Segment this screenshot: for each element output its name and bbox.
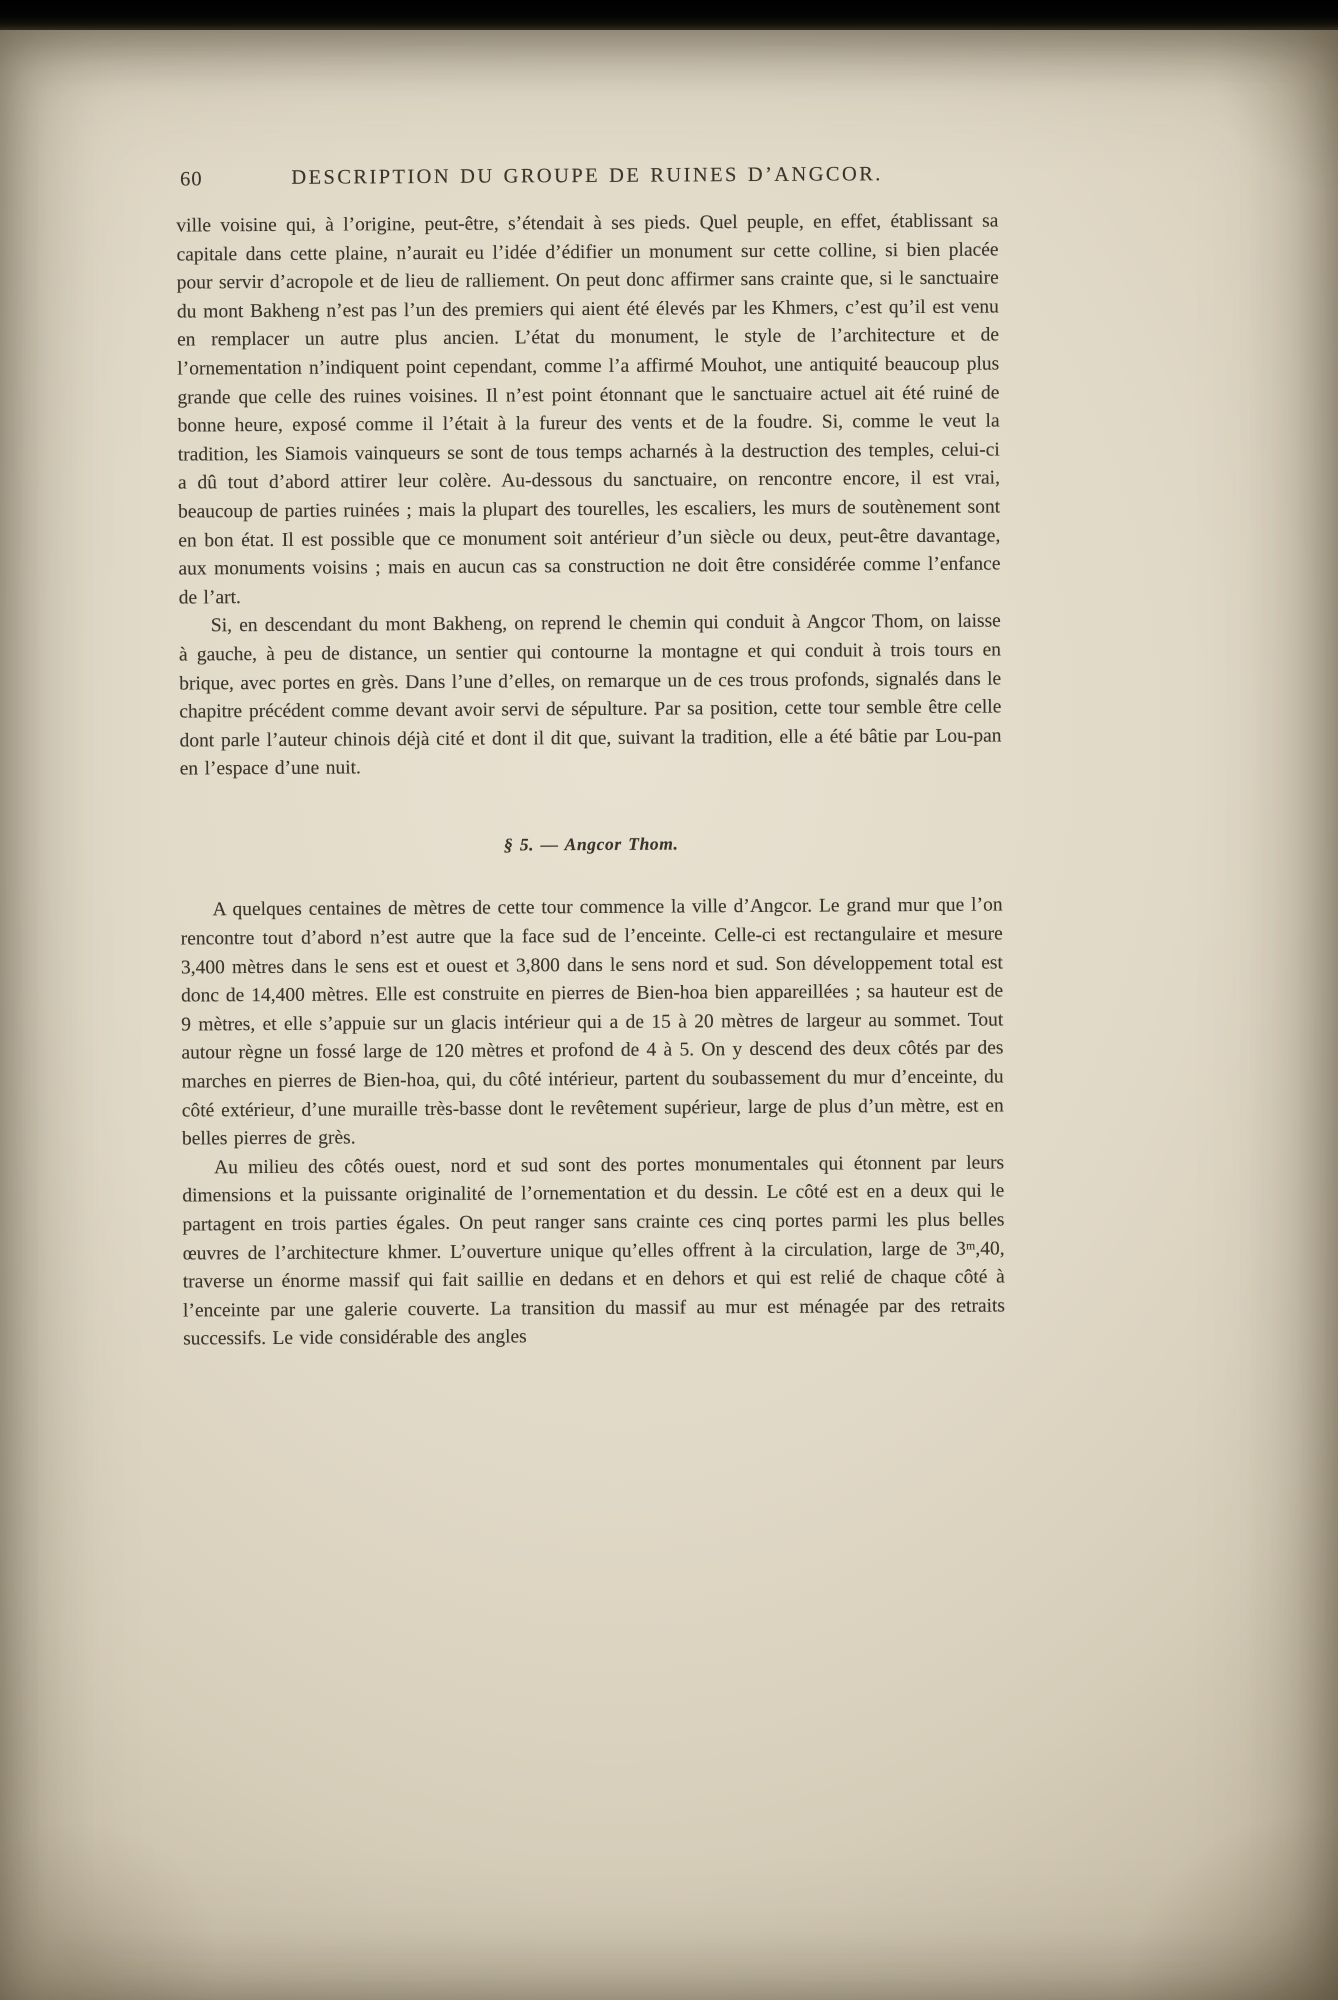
paragraph: Au milieu des côtés ouest, nord et sud sont des portes monumentales qui étonnent par leurs dimensions et la puissante originalité de l’ornementation et du dessin. Le côté est en a deux qui le partagent en trois parties égales. On peut ranger sans crainte ces cinq portes parmi les plus belles œuvres de l’architecture khmer. L’ouverture unique qu’elles offrent à la circulation, large de 3ᵐ,40, traverse un énorme massif qui fait saillie en dedans et en dehors et qui est relié de chaque côté à l’enceinte par une galerie couverte. La transition du massif au mur est ménagée par des retraits successifs. Le vide considérable des angles [182, 1152, 1006, 1350]
book-page [0, 28, 1338, 2000]
scan-edge-background [0, 0, 1338, 30]
section-heading: § 5. — Angcor Thom. [503, 833, 679, 855]
page-content [176, 159, 1005, 1354]
paragraph: Si, en descendant du mont Bakheng, on reprend le chemin qui conduit à Angcor Thom, on laisse à gauche, à peu de distance, un sentier qui contourne la montagne et qui conduit à trois tours en brique, avec portes en grès. Dans l’une d’elles, on remarque un de ces trous profonds, signalés dans le chapitre précédent comme devant avoir servi de sépulture. Par sa position, cette tour semble être celle dont parle l’auteur chinois déjà cité et dont il dit que, suivant la tradition, elle a été bâtie par Lou-pan en l’espace d’une nuit. [178, 610, 1002, 780]
page-number: 60 [180, 168, 203, 191]
page-header [176, 159, 998, 198]
paragraph-continuation: ville voisine qui, à l’origine, peut-être, s’étendait à ses pieds. Quel peuple, en effet, établissant sa capitale dans cette plaine, n’aurait eu l’idée d’édifier un monument sur cette colline, si bien placée pour servir d’acropole et de lieu de ralliement. On peut donc affirmer sans crainte que, si le sanctuaire du mont Bakheng n’est pas l’un des premiers qui aient été élevés par les Khmers, c’est qu’il est venu en remplacer un autre plus ancien. L’état du monument, le style de l’architecture et de l’ornementation n’indiquent point cependant, comme l’a affirmé Mouhot, une antiquité beaucoup plus grande que celle des ruines voisines. Il n’est point étonnant que le sanctuaire actuel ait été ruiné de bonne heure, exposé comme il l’était à la fureur des vents et de la foudre. Si, comme le veut la tradition, les Siamois vainqueurs se sont de tous temps acharnés à la destruction des temples, celui-ci a dû tout d’abord attirer leur colère. Au-dessous du sanctuaire, on rencontre encore, il est vrai, beaucoup de parties ruinées ; mais la plupart des tourelles, les escaliers, les murs de soutènement sont en bon état. Il est possible que ce monument soit antérieur d’un siècle ou deux, peut-être davantage, aux monuments voisins ; mais en aucun cas sa construction ne doit être considérée comme l’enfance de l’art. [176, 210, 1001, 609]
running-title: DESCRIPTION DU GROUPE DE RUINES D’ANGCOR. [291, 163, 883, 189]
paragraph: A quelques centaines de mètres de cette tour commence la ville d’Angcor. Le grand mur que l’on rencontre tout d’abord n’est autre que la face sud de l’enceinte. Celle-ci est rectangulaire et mesure 3,400 mètres dans le sens est et ouest et 3,800 dans le sens nord et sud. Son développement total est donc de 14,400 mètres. Elle est construite en pierres de Bien-hoa bien appareillées ; sa hauteur est de 9 mètres, et elle s’appuie sur un glacis intérieur qui a de 15 à 20 mètres de largeur au sommet. Tout autour règne un fossé large de 120 mètres et profond de 4 à 5. On y descend des deux côtés par des marches en pierres de Bien-hoa, qui, du côté intérieur, partent du soubassement du mur d’enceinte, du côté extérieur, d’une muraille très-basse dont le revêtement supérieur, large de plus d’un mètre, est en belles pierres de grès. [180, 894, 1004, 1150]
